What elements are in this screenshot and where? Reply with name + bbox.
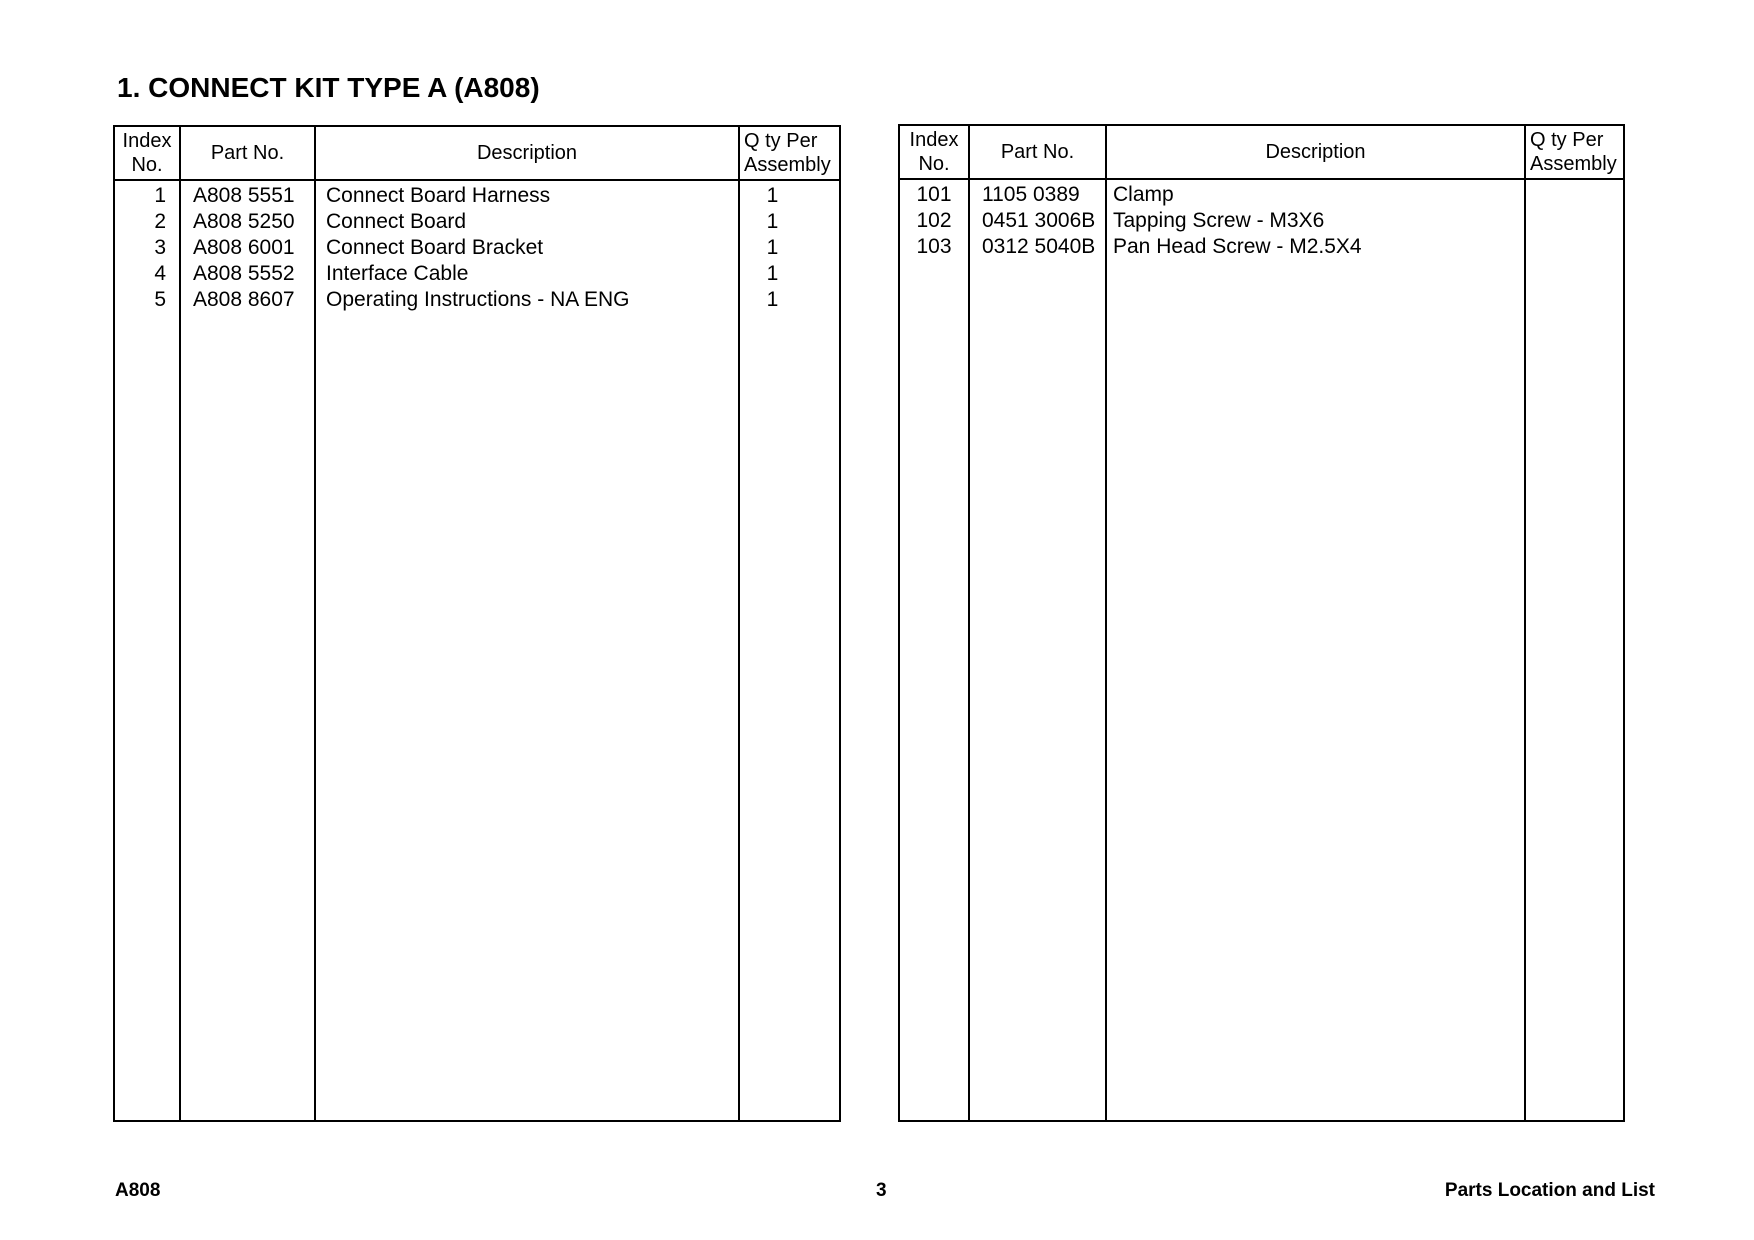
index-cell: 102 xyxy=(899,208,969,234)
table-row xyxy=(114,180,840,209)
description-header: Description xyxy=(315,126,739,180)
description-header: Description xyxy=(1106,125,1525,179)
index-cell: 5 xyxy=(114,287,180,313)
table-header-row xyxy=(114,126,840,180)
description-cell: Tapping Screw - M3X6 xyxy=(1106,208,1525,234)
page-title: 1. CONNECT KIT TYPE A (A808) xyxy=(117,72,540,103)
part-no-cell: A808 5551 xyxy=(180,180,315,209)
description-cell: Pan Head Screw - M2.5X4 xyxy=(1106,234,1525,260)
parts-table-left xyxy=(113,125,841,1122)
table-row xyxy=(114,287,840,313)
qty-cell: 1 xyxy=(739,235,840,261)
part-no-cell: 0312 5040B xyxy=(969,234,1106,260)
part-no-cell: 0451 3006B xyxy=(969,208,1106,234)
part-no-cell: A808 5250 xyxy=(180,209,315,235)
index-cell: 101 xyxy=(899,179,969,208)
table-row xyxy=(899,208,1624,234)
index-header: Index No. xyxy=(114,126,180,180)
footer-model: A808 xyxy=(115,1180,161,1201)
qty-cell: 1 xyxy=(739,261,840,287)
footer-page-number: 3 xyxy=(876,1180,887,1201)
empty-cell xyxy=(1106,260,1525,1121)
description-cell: Connect Board Harness xyxy=(315,180,739,209)
index-cell: 1 xyxy=(114,180,180,209)
table-filler-row xyxy=(899,260,1624,1121)
index-header: Index No. xyxy=(899,125,969,179)
footer-section-title: Parts Location and List xyxy=(1444,1180,1655,1201)
table-row xyxy=(114,261,840,287)
qty-cell: 1 xyxy=(739,180,840,209)
parts-table-right xyxy=(898,124,1625,1122)
part-no-cell: A808 5552 xyxy=(180,261,315,287)
table-row xyxy=(114,235,840,261)
table-row xyxy=(899,179,1624,208)
part-no-cell: 1105 0389 xyxy=(969,179,1106,208)
table-filler-row xyxy=(114,313,840,1121)
empty-cell xyxy=(1525,260,1624,1121)
qty-header: Q ty Per Assembly xyxy=(739,126,840,180)
index-cell: 3 xyxy=(114,235,180,261)
qty-cell xyxy=(1525,234,1624,260)
description-cell: Connect Board xyxy=(315,209,739,235)
part-no-header: Part No. xyxy=(969,125,1106,179)
empty-cell xyxy=(180,313,315,1121)
part-no-cell: A808 6001 xyxy=(180,235,315,261)
description-cell: Clamp xyxy=(1106,179,1525,208)
description-cell: Operating Instructions - NA ENG xyxy=(315,287,739,313)
table-header-row xyxy=(899,125,1624,179)
qty-header: Q ty Per Assembly xyxy=(1525,125,1624,179)
index-cell: 2 xyxy=(114,209,180,235)
qty-cell xyxy=(1525,208,1624,234)
qty-cell xyxy=(1525,179,1624,208)
empty-cell xyxy=(315,313,739,1121)
part-no-cell: A808 8607 xyxy=(180,287,315,313)
part-no-header: Part No. xyxy=(180,126,315,180)
empty-cell xyxy=(969,260,1106,1121)
index-cell: 103 xyxy=(899,234,969,260)
description-cell: Interface Cable xyxy=(315,261,739,287)
qty-cell: 1 xyxy=(739,209,840,235)
empty-cell xyxy=(899,260,969,1121)
empty-cell xyxy=(739,313,840,1121)
description-cell: Connect Board Bracket xyxy=(315,235,739,261)
table-row xyxy=(899,234,1624,260)
table-row xyxy=(114,209,840,235)
index-cell: 4 xyxy=(114,261,180,287)
qty-cell: 1 xyxy=(739,287,840,313)
empty-cell xyxy=(114,313,180,1121)
